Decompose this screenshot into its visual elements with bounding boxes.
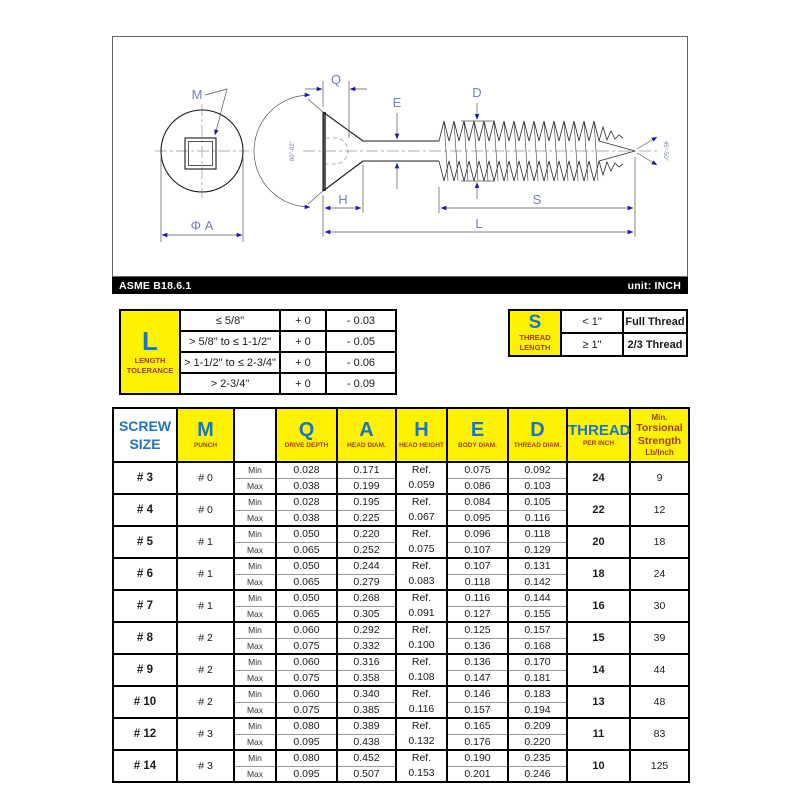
dim-label-m: M bbox=[191, 87, 203, 102]
punch-value: # 1 bbox=[177, 590, 234, 622]
head-height-value: Ref. 0.100 bbox=[396, 622, 447, 654]
q-max-value: 0.065 bbox=[276, 606, 337, 622]
e-max-value: 0.095 bbox=[447, 510, 508, 526]
d-min-value: 0.170 bbox=[508, 654, 567, 670]
a-max-value: 0.279 bbox=[337, 574, 396, 590]
punch-value: # 3 bbox=[177, 750, 234, 782]
screw-size-value: # 10 bbox=[113, 686, 177, 718]
torsional-strength-value: 12 bbox=[630, 494, 689, 526]
a-min-value: 0.244 bbox=[337, 558, 396, 574]
torsional-strength-value: 9 bbox=[630, 462, 689, 494]
side-view-screw bbox=[303, 112, 658, 191]
d-max-value: 0.194 bbox=[508, 702, 567, 718]
head-height-value: Ref. 0.132 bbox=[396, 718, 447, 750]
e-min-value: 0.096 bbox=[447, 526, 508, 542]
max-label: Max bbox=[234, 510, 276, 526]
d-max-value: 0.142 bbox=[508, 574, 567, 590]
punch-value: # 0 bbox=[177, 494, 234, 526]
a-min-value: 0.292 bbox=[337, 622, 396, 638]
e-min-value: 0.165 bbox=[447, 718, 508, 734]
d-max-value: 0.103 bbox=[508, 478, 567, 494]
screw-size-value: # 4 bbox=[113, 494, 177, 526]
d-min-value: 0.157 bbox=[508, 622, 567, 638]
e-max-value: 0.157 bbox=[447, 702, 508, 718]
min-label: Min bbox=[234, 590, 276, 606]
torsional-strength-value: 30 bbox=[630, 590, 689, 622]
d-min-value: 0.092 bbox=[508, 462, 567, 478]
q-max-value: 0.075 bbox=[276, 702, 337, 718]
a-min-value: 0.389 bbox=[337, 718, 396, 734]
d-max-value: 0.181 bbox=[508, 670, 567, 686]
punch-value: # 1 bbox=[177, 526, 234, 558]
torsional-strength-value: 18 bbox=[630, 526, 689, 558]
q-max-value: 0.075 bbox=[276, 638, 337, 654]
d-min-value: 0.235 bbox=[508, 750, 567, 766]
d-max-value: 0.116 bbox=[508, 510, 567, 526]
head-height-value: Ref. 0.059 bbox=[396, 462, 447, 494]
e-max-value: 0.118 bbox=[447, 574, 508, 590]
punch-value: # 2 bbox=[177, 654, 234, 686]
e-min-value: 0.146 bbox=[447, 686, 508, 702]
a-min-value: 0.452 bbox=[337, 750, 396, 766]
torsional-strength-value: 83 bbox=[630, 718, 689, 750]
a-min-value: 0.268 bbox=[337, 590, 396, 606]
a-max-value: 0.252 bbox=[337, 542, 396, 558]
screw-size-value: # 6 bbox=[113, 558, 177, 590]
header-e-body-diam: E BODY DIAM. bbox=[447, 408, 508, 462]
thread-length-header-cell bbox=[509, 310, 561, 356]
q-min-value: 0.050 bbox=[276, 526, 337, 542]
e-max-value: 0.107 bbox=[447, 542, 508, 558]
e-min-value: 0.084 bbox=[447, 494, 508, 510]
lt-plus: + 0 bbox=[280, 352, 326, 373]
torsional-strength-value: 24 bbox=[630, 558, 689, 590]
min-label: Min bbox=[234, 462, 276, 478]
lt-minus: - 0.05 bbox=[326, 331, 396, 352]
spec-table bbox=[112, 407, 690, 783]
screw-size-value: # 9 bbox=[113, 654, 177, 686]
length-tolerance-header-cell bbox=[120, 310, 180, 394]
header-h-head-height: H HEAD HEIGHT bbox=[396, 408, 447, 462]
e-min-value: 0.125 bbox=[447, 622, 508, 638]
punch-value: # 2 bbox=[177, 622, 234, 654]
e-max-value: 0.127 bbox=[447, 606, 508, 622]
dim-label-h: H bbox=[338, 192, 348, 207]
punch-value: # 1 bbox=[177, 558, 234, 590]
q-min-value: 0.050 bbox=[276, 590, 337, 606]
torsional-strength-value: 44 bbox=[630, 654, 689, 686]
q-max-value: 0.095 bbox=[276, 734, 337, 750]
d-max-value: 0.246 bbox=[508, 766, 567, 782]
head-angle-label: 80°-82° bbox=[290, 140, 296, 162]
header-a-head-diam: A HEAD DIAM. bbox=[337, 408, 396, 462]
screw-size-value: # 12 bbox=[113, 718, 177, 750]
q-max-value: 0.038 bbox=[276, 478, 337, 494]
threads-per-inch-value: 16 bbox=[567, 590, 630, 622]
a-max-value: 0.358 bbox=[337, 670, 396, 686]
e-max-value: 0.136 bbox=[447, 638, 508, 654]
lt-plus: + 0 bbox=[280, 310, 326, 331]
e-max-value: 0.176 bbox=[447, 734, 508, 750]
q-min-value: 0.060 bbox=[276, 622, 337, 638]
lt-range: > 2-3/4" bbox=[180, 373, 280, 394]
lt-plus: + 0 bbox=[280, 373, 326, 394]
a-min-value: 0.340 bbox=[337, 686, 396, 702]
d-min-value: 0.209 bbox=[508, 718, 567, 734]
q-min-value: 0.060 bbox=[276, 654, 337, 670]
top-view-head bbox=[155, 87, 249, 242]
threads-per-inch-value: 10 bbox=[567, 750, 630, 782]
e-max-value: 0.201 bbox=[447, 766, 508, 782]
header-screw-size: SCREW SIZE bbox=[113, 408, 177, 462]
dim-label-d: D bbox=[472, 85, 482, 100]
l-title-line2: TOLERANCE bbox=[126, 365, 174, 375]
l-symbol: L bbox=[142, 326, 158, 357]
a-max-value: 0.332 bbox=[337, 638, 396, 654]
header-q-drive-depth: Q DRIVE DEPTH bbox=[276, 408, 337, 462]
lt-range: > 5/8" to ≤ 1-1/2" bbox=[180, 331, 280, 352]
threads-per-inch-value: 20 bbox=[567, 526, 630, 558]
threads-per-inch-value: 11 bbox=[567, 718, 630, 750]
head-height-value: Ref. 0.116 bbox=[396, 686, 447, 718]
e-max-value: 0.086 bbox=[447, 478, 508, 494]
point-angle-label: 45°-50° bbox=[662, 140, 668, 162]
title-bar bbox=[112, 277, 688, 294]
d-max-value: 0.155 bbox=[508, 606, 567, 622]
q-max-value: 0.038 bbox=[276, 510, 337, 526]
lt-plus: + 0 bbox=[280, 331, 326, 352]
length-tolerance-table bbox=[119, 309, 397, 395]
head-height-value: Ref. 0.153 bbox=[396, 750, 447, 782]
dim-label-e: E bbox=[392, 95, 402, 110]
e-min-value: 0.116 bbox=[447, 590, 508, 606]
punch-value: # 2 bbox=[177, 686, 234, 718]
punch-value: # 0 bbox=[177, 462, 234, 494]
d-min-value: 0.131 bbox=[508, 558, 567, 574]
head-height-value: Ref. 0.091 bbox=[396, 590, 447, 622]
e-min-value: 0.190 bbox=[447, 750, 508, 766]
d-min-value: 0.144 bbox=[508, 590, 567, 606]
max-label: Max bbox=[234, 638, 276, 654]
torsional-strength-value: 48 bbox=[630, 686, 689, 718]
sheet-content bbox=[112, 36, 688, 783]
max-label: Max bbox=[234, 542, 276, 558]
spec-table-body bbox=[113, 462, 689, 782]
unit-label: unit: INCH bbox=[627, 279, 681, 292]
tl-condition: ≥ 1" bbox=[561, 333, 623, 356]
e-min-value: 0.075 bbox=[447, 462, 508, 478]
max-label: Max bbox=[234, 670, 276, 686]
threads-per-inch-value: 22 bbox=[567, 494, 630, 526]
dimension-annotations bbox=[254, 72, 668, 237]
d-max-value: 0.168 bbox=[508, 638, 567, 654]
max-label: Max bbox=[234, 574, 276, 590]
min-label: Min bbox=[234, 686, 276, 702]
a-min-value: 0.220 bbox=[337, 526, 396, 542]
threads-per-inch-value: 13 bbox=[567, 686, 630, 718]
tl-condition: < 1" bbox=[561, 310, 623, 333]
l-title-line1: LENGTH bbox=[134, 355, 166, 365]
a-max-value: 0.305 bbox=[337, 606, 396, 622]
lt-minus: - 0.09 bbox=[326, 373, 396, 394]
min-label: Min bbox=[234, 654, 276, 670]
header-m-punch: M PUNCH bbox=[177, 408, 234, 462]
q-max-value: 0.095 bbox=[276, 766, 337, 782]
min-label: Min bbox=[234, 558, 276, 574]
threads-per-inch-value: 24 bbox=[567, 462, 630, 494]
screw-drawing-svg bbox=[113, 37, 687, 276]
s-symbol: S bbox=[528, 311, 542, 333]
min-label: Min bbox=[234, 526, 276, 542]
threads-per-inch-value: 14 bbox=[567, 654, 630, 686]
d-min-value: 0.183 bbox=[508, 686, 567, 702]
q-min-value: 0.080 bbox=[276, 718, 337, 734]
lt-range: > 1-1/2" to ≤ 2-3/4" bbox=[180, 352, 280, 373]
a-max-value: 0.385 bbox=[337, 702, 396, 718]
screw-size-value: # 3 bbox=[113, 462, 177, 494]
max-label: Max bbox=[234, 734, 276, 750]
q-max-value: 0.065 bbox=[276, 542, 337, 558]
header-torsional-strength: Min. Torsional Strength Lb/Inch bbox=[630, 408, 689, 462]
lt-minus: - 0.06 bbox=[326, 352, 396, 373]
q-max-value: 0.065 bbox=[276, 574, 337, 590]
a-max-value: 0.225 bbox=[337, 510, 396, 526]
a-min-value: 0.171 bbox=[337, 462, 396, 478]
a-max-value: 0.507 bbox=[337, 766, 396, 782]
a-min-value: 0.316 bbox=[337, 654, 396, 670]
q-min-value: 0.028 bbox=[276, 462, 337, 478]
a-max-value: 0.199 bbox=[337, 478, 396, 494]
d-min-value: 0.118 bbox=[508, 526, 567, 542]
technical-drawing-panel bbox=[112, 36, 688, 277]
head-height-value: Ref. 0.108 bbox=[396, 654, 447, 686]
standard-label: ASME B18.6.1 bbox=[119, 279, 192, 292]
threads-per-inch-value: 18 bbox=[567, 558, 630, 590]
screw-size-value: # 7 bbox=[113, 590, 177, 622]
d-max-value: 0.129 bbox=[508, 542, 567, 558]
lt-range: ≤ 5/8" bbox=[180, 310, 280, 331]
q-max-value: 0.075 bbox=[276, 670, 337, 686]
q-min-value: 0.028 bbox=[276, 494, 337, 510]
min-label: Min bbox=[234, 622, 276, 638]
max-label: Max bbox=[234, 606, 276, 622]
e-max-value: 0.147 bbox=[447, 670, 508, 686]
dim-label-phi-a: Φ A bbox=[190, 218, 214, 233]
d-min-value: 0.105 bbox=[508, 494, 567, 510]
max-label: Max bbox=[234, 766, 276, 782]
dim-label-l: L bbox=[475, 216, 483, 231]
q-min-value: 0.050 bbox=[276, 558, 337, 574]
a-min-value: 0.195 bbox=[337, 494, 396, 510]
max-label: Max bbox=[234, 702, 276, 718]
e-min-value: 0.107 bbox=[447, 558, 508, 574]
e-min-value: 0.136 bbox=[447, 654, 508, 670]
d-max-value: 0.220 bbox=[508, 734, 567, 750]
min-label: Min bbox=[234, 750, 276, 766]
header-d-thread-diam: D THREAD DIAM. bbox=[508, 408, 567, 462]
screw-size-value: # 5 bbox=[113, 526, 177, 558]
lt-minus: - 0.03 bbox=[326, 310, 396, 331]
thread-length-table bbox=[508, 309, 688, 357]
q-min-value: 0.080 bbox=[276, 750, 337, 766]
a-max-value: 0.438 bbox=[337, 734, 396, 750]
threads-per-inch-value: 15 bbox=[567, 622, 630, 654]
dim-label-q: Q bbox=[330, 72, 342, 87]
header-minmax-blank bbox=[234, 408, 276, 462]
head-height-value: Ref. 0.083 bbox=[396, 558, 447, 590]
tl-value: Full Thread bbox=[623, 310, 687, 333]
tl-value: 2/3 Thread bbox=[623, 333, 687, 356]
min-label: Min bbox=[234, 718, 276, 734]
punch-value: # 3 bbox=[177, 718, 234, 750]
screw-size-value: # 8 bbox=[113, 622, 177, 654]
head-height-value: Ref. 0.067 bbox=[396, 494, 447, 526]
q-min-value: 0.060 bbox=[276, 686, 337, 702]
dim-label-s: S bbox=[532, 192, 542, 207]
s-title-line1: THREAD bbox=[519, 332, 551, 342]
head-height-value: Ref. 0.075 bbox=[396, 526, 447, 558]
max-label: Max bbox=[234, 478, 276, 494]
screw-size-value: # 14 bbox=[113, 750, 177, 782]
tolerance-tables-row bbox=[112, 309, 688, 395]
torsional-strength-value: 39 bbox=[630, 622, 689, 654]
min-label: Min bbox=[234, 494, 276, 510]
header-thread-per-inch: THREAD PER INCH bbox=[567, 408, 630, 462]
s-title-line2: LENGTH bbox=[519, 342, 551, 352]
torsional-strength-value: 125 bbox=[630, 750, 689, 782]
